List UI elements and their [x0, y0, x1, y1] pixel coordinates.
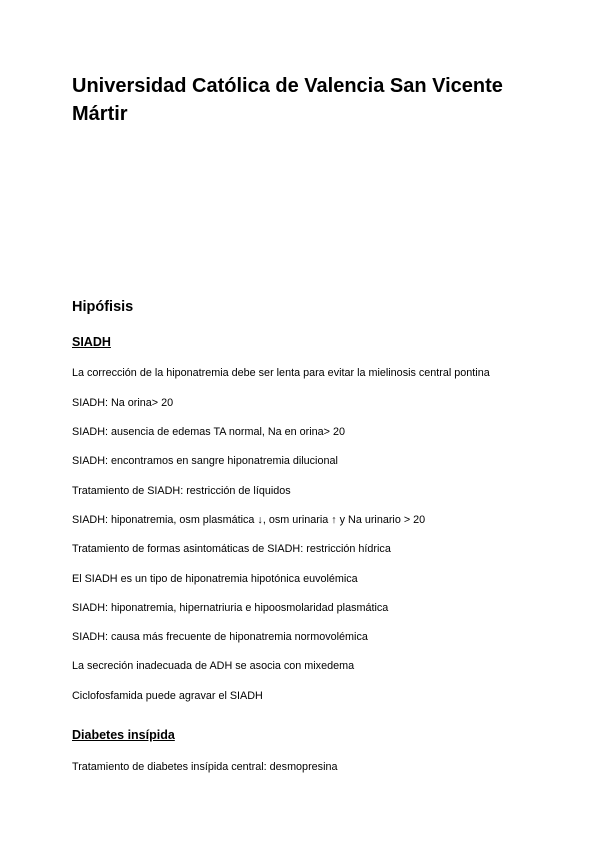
- text-line: SIADH: hiponatremia, osm plasmática ↓, osm urinaria ↑ y Na urinario > 20: [72, 514, 426, 526]
- text-line: La corrección de la hiponatremia debe ser lenta para evitar la mielinosis central pontina: [72, 367, 490, 379]
- document-title: Universidad Católica de Valencia San Vicente Mártir: [72, 75, 503, 125]
- text-line: Tratamiento de diabetes insípida central: desmopresina: [72, 761, 338, 773]
- text-line: SIADH: causa más frecuente de hiponatremia normovolémica: [72, 631, 368, 643]
- text-line: SIADH: Na orina> 20: [72, 397, 174, 409]
- text-line: Tratamiento de formas asintomáticas de SIADH: restricción hídrica: [72, 543, 391, 555]
- subsection-heading-diabetes-insipida: Diabetes insípida: [72, 728, 175, 742]
- text-line: Ciclofosfamida puede agravar el SIADH: [72, 690, 263, 702]
- text-line: Tratamiento de SIADH: restricción de líquidos: [72, 485, 291, 497]
- subsection-heading-siadh: SIADH: [72, 335, 111, 349]
- text-line: SIADH: ausencia de edemas TA normal, Na en orina> 20: [72, 426, 345, 438]
- text-line: SIADH: encontramos en sangre hiponatremia dilucional: [72, 455, 338, 467]
- text-line: El SIADH es un tipo de hiponatremia hipotónica euvolémica: [72, 573, 358, 585]
- text-line: La secreción inadecuada de ADH se asocia con mixedema: [72, 660, 355, 672]
- text-line: SIADH: hiponatremia, hipernatriuria e hipoosmolaridad plasmática: [72, 602, 389, 614]
- section-heading: Hipófisis: [72, 299, 134, 315]
